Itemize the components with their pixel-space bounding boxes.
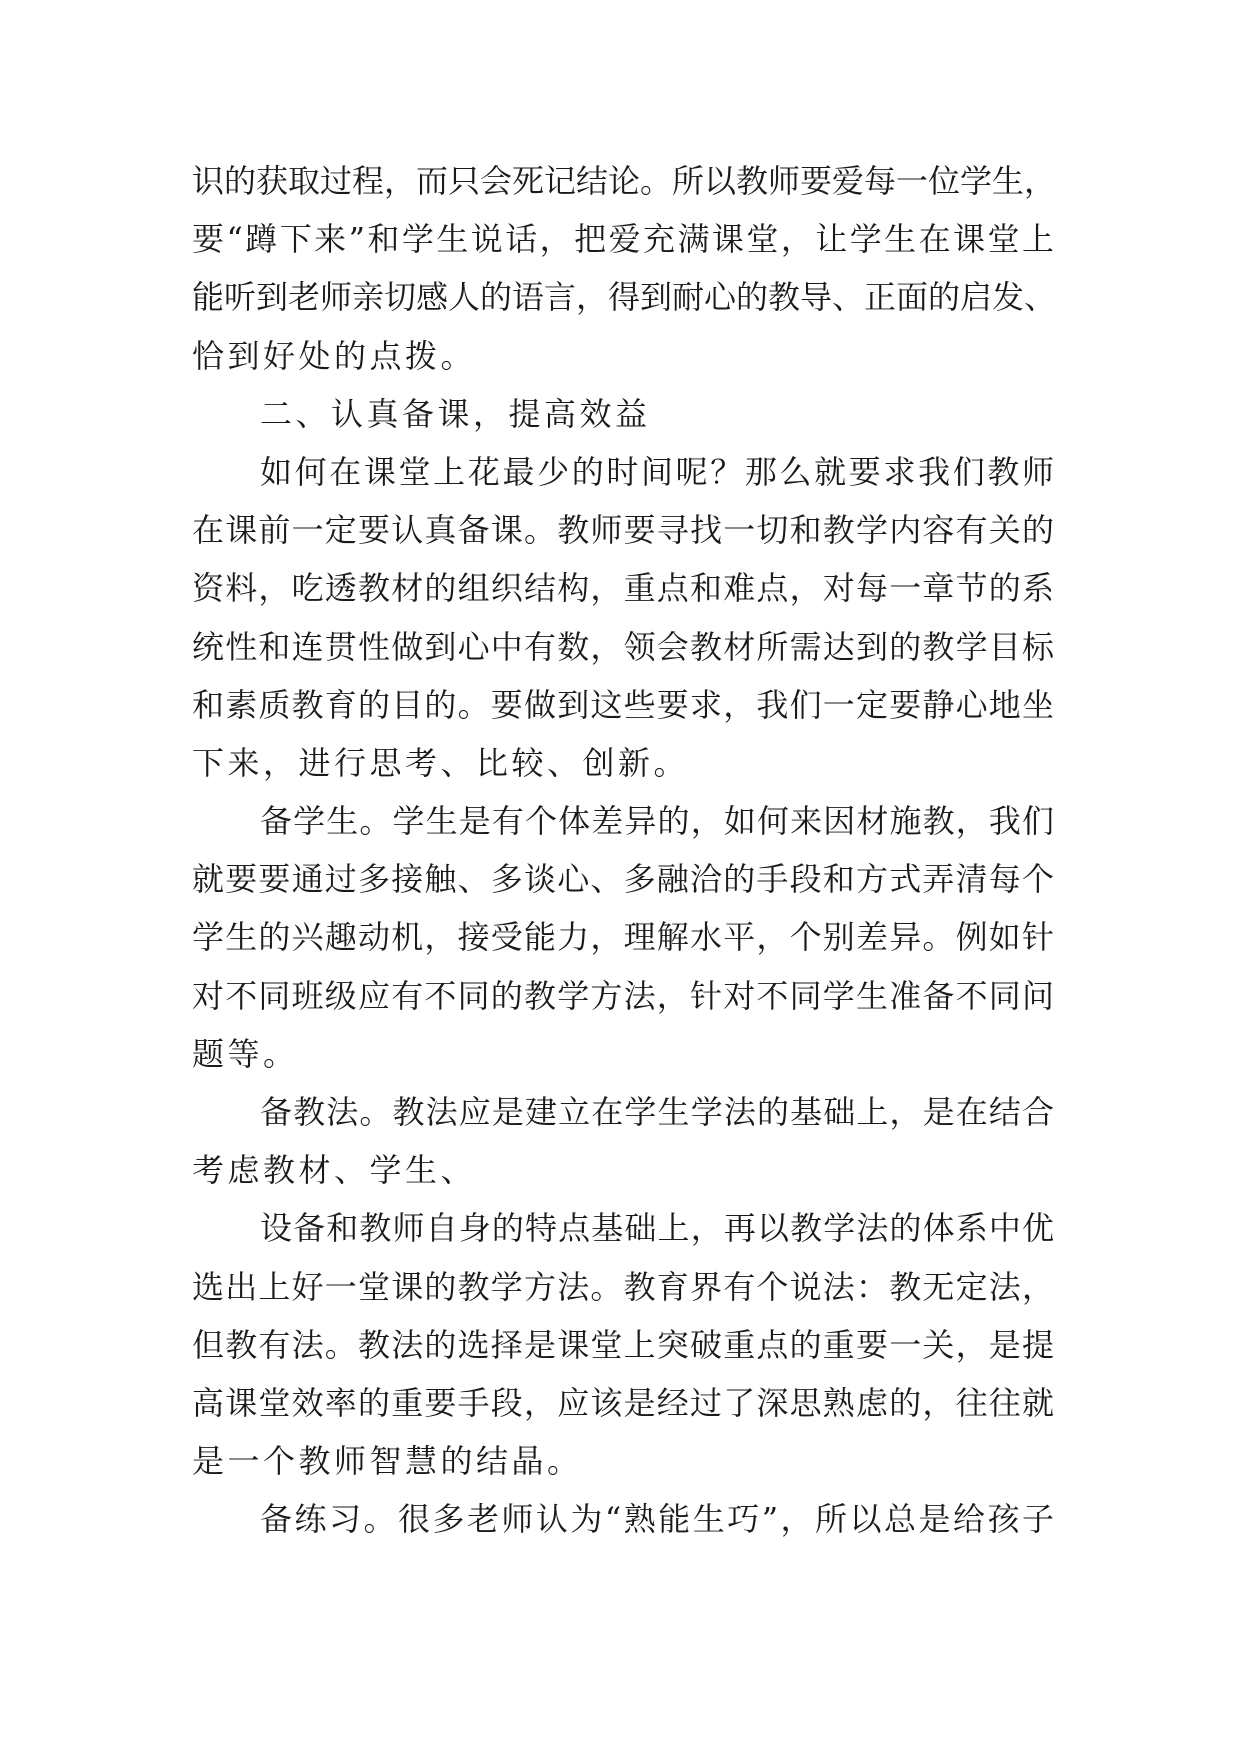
text-line: 选出上好一堂课的教学方法。教育界有个说法：教无定法， [192, 1267, 1054, 1306]
text-line: 备学生。学生是有个体差异的，如何来因材施教，我们 [260, 802, 1054, 841]
text-line: 题等。 [192, 1034, 299, 1073]
text-line: 和素质教育的目的。要做到这些要求，我们一定要静心地坐 [192, 685, 1054, 724]
text-line: 二、认真备课，提高效益 [260, 394, 651, 433]
text-line: 考虑教材、学生、 [192, 1151, 477, 1190]
text-line: 但教有法。教法的选择是课堂上突破重点的重要一关，是提 [192, 1325, 1054, 1364]
text-line: 在课前一定要认真备课。教师要寻找一切和教学内容有关的 [192, 511, 1054, 550]
text-line: 如何在课堂上花最少的时间呢？那么就要求我们教师 [260, 452, 1054, 491]
text-line: 高课堂效率的重要手段，应该是经过了深思熟虑的，往往就 [192, 1383, 1054, 1422]
text-line: 资料，吃透教材的组织结构，重点和难点，对每一章节的系 [192, 569, 1054, 608]
text-line: 备练习。很多老师认为“熟能生巧”，所以总是给孩子 [260, 1500, 1054, 1539]
document-page [192, 152, 1057, 1549]
text-line: 要“蹲下来”和学生说话，把爱充满课堂，让学生在课堂上 [192, 220, 1054, 259]
text-line: 统性和连贯性做到心中有数，领会教材所需达到的教学目标 [192, 627, 1054, 666]
document-body [192, 152, 1057, 1549]
text-line: 对不同班级应有不同的教学方法，针对不同学生准备不同问 [192, 976, 1054, 1015]
text-line: 设备和教师自身的特点基础上，再以教学法的体系中优 [260, 1209, 1054, 1248]
text-line: 学生的兴趣动机，接受能力，理解水平，个别差异。例如针 [192, 918, 1054, 957]
text-line: 下来，进行思考、比较、创新。 [192, 743, 690, 782]
text-line: 能听到老师亲切感人的语言，得到耐心的教导、正面的启发、 [192, 278, 1057, 317]
text-line: 识的获取过程，而只会死记结论。所以教师要爱每一位学生， [192, 162, 1057, 200]
text-line: 就要要通过多接触、多谈心、多融洽的手段和方式弄清每个 [192, 860, 1054, 899]
text-line: 是一个教师智慧的结晶。 [192, 1442, 583, 1481]
text-line: 备教法。教法应是建立在学生学法的基础上，是在结合 [260, 1093, 1054, 1131]
text-line: 恰到好处的点拨。 [192, 336, 477, 375]
